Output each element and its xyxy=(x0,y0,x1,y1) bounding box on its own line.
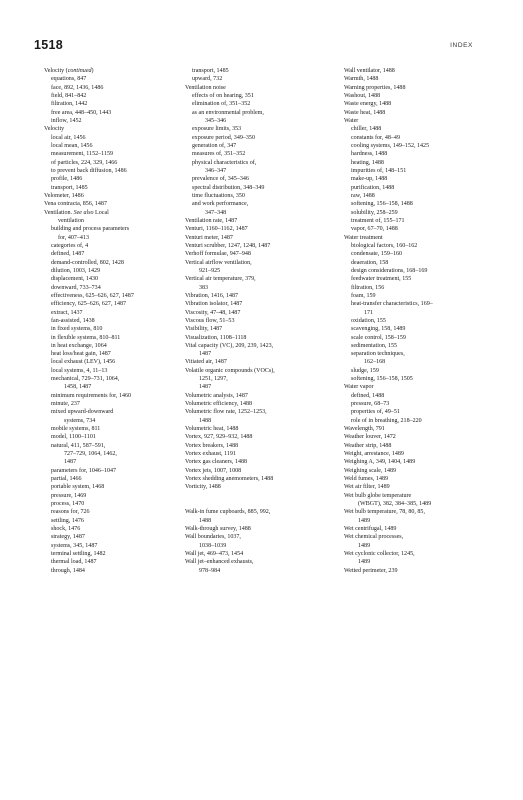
index-subentry: in flexible systems, 810–811 xyxy=(51,334,121,341)
index-subentry: cooling systems, 149–152, 1425 xyxy=(351,142,430,149)
index-subentry: condensate, 159–160 xyxy=(351,251,403,258)
index-subentry: pressure, 68–73 xyxy=(351,401,390,408)
running-head: INDEX xyxy=(450,42,473,49)
index-entry: Vibration isolator, 1487 xyxy=(185,301,243,308)
page-number: 1518 xyxy=(34,38,64,52)
index-subentry: mixed upward-downward xyxy=(51,409,114,416)
index-subentry: 727–729, 1064, 1462, xyxy=(64,451,117,458)
index-subentry: softening, 156–158, 1505 xyxy=(351,376,413,383)
index-entry: Verhoff formulae, 947–948 xyxy=(185,251,251,258)
index-subentry: effects of on hearing, 351 xyxy=(192,92,254,99)
index-entry: Vertical airflow ventilation, xyxy=(185,259,252,266)
index-entry: Walk-in fume cupboards, 885, 992, xyxy=(185,509,271,516)
index-subentry: raw, 1488 xyxy=(351,192,375,199)
index-entry xyxy=(185,500,335,508)
index-subentry: demand-controlled, 802, 1428 xyxy=(51,259,124,266)
index-subentry: elimination of, 351–352 xyxy=(192,101,251,108)
index-entry: Vibration, 1416, 1487 xyxy=(185,292,239,299)
index-subentry: 345–346 xyxy=(205,117,227,124)
index-entry: Ventilation rate, 1487 xyxy=(185,217,238,224)
index-subentry: constants for, 48–49 xyxy=(351,134,400,141)
index-subentry: measurement, 1152–1159 xyxy=(51,151,114,158)
index-subentry: upward, 732 xyxy=(192,76,223,83)
index-subentry: treatment of, 155–171 xyxy=(351,217,405,224)
index-entry: Wall jet, 469–473, 1454 xyxy=(185,551,244,558)
index-subentry: extract, 1437 xyxy=(51,309,83,316)
index-subentry: scavenging, 158, 1489 xyxy=(351,326,406,333)
index-subentry: 1488 xyxy=(199,417,212,424)
index-entry: Vortex jets, 1007, 1008 xyxy=(185,467,242,474)
index-subentry: scale control, 158–159 xyxy=(351,334,406,341)
index-entry: Vortex breakers, 1488 xyxy=(185,442,239,449)
index-subentry: 978–984 xyxy=(199,567,221,574)
index-subentry: terminal settling, 1482 xyxy=(51,551,106,558)
index-entry: Volumetric efficiency, 1488 xyxy=(185,401,253,408)
index-entry: Wall boundaries, 1037, xyxy=(185,534,241,541)
index-subentry: measures of, 351–352 xyxy=(192,151,246,158)
index-subentry: ventilation xyxy=(58,217,84,224)
index-subentry: transport, 1485 xyxy=(51,184,88,191)
index-subentry: sludge, 159 xyxy=(351,367,379,374)
index-entry: Weighing A, 349, 1404, 1489 xyxy=(344,459,416,466)
index-subentry: natural, 411, 587–591, xyxy=(51,442,106,449)
index-subentry: hardness, 1488 xyxy=(351,151,388,158)
index-entry: Viscous flow, 51–53 xyxy=(185,317,235,324)
index-entry: Vortex gas cleaners, 1488 xyxy=(185,459,248,466)
index-subentry: softening, 156–158, 1488 xyxy=(351,201,413,208)
index-entry: Weather strip, 1488 xyxy=(344,442,392,449)
index-subentry: 346–347 xyxy=(205,167,227,174)
index-entry: Velometer, 1486 xyxy=(44,192,84,199)
index-entry: Vital capacity (VC), 209, 239, 1423, xyxy=(185,342,274,349)
index-subentry: 171 xyxy=(364,309,374,316)
index-subentry: displacement, 1430 xyxy=(51,276,99,283)
index-subentry: 162–168 xyxy=(364,359,386,366)
index-entry: Velocity (continued) xyxy=(44,68,94,74)
index-column-2 xyxy=(185,67,335,575)
index-entry: Warmth, 1488 xyxy=(344,76,379,83)
index-subentry: 1487 xyxy=(199,384,212,391)
index-entry: Wet chemical processes, xyxy=(344,534,404,541)
index-subentry: partial, 1466 xyxy=(51,476,82,483)
index-subentry: model, 1100–1101 xyxy=(51,434,96,441)
index-subentry: field, 841–842 xyxy=(51,92,87,99)
index-subentry: mobile systems, 811 xyxy=(51,426,101,433)
index-subentry: local mean, 1456 xyxy=(51,142,93,149)
index-subentry: portable system, 1468 xyxy=(51,484,105,491)
index-entry: Visualization, 1108–1118 xyxy=(185,334,247,341)
index-entry: Wetted perimeter, 239 xyxy=(344,567,398,574)
index-subentry: minute, 237 xyxy=(51,401,80,408)
index-entry: Wet bulb globe temperature xyxy=(344,492,412,499)
index-subentry: downward, 733–734 xyxy=(51,284,101,291)
index-subentry: minimum requirements for, 1460 xyxy=(51,392,132,399)
index-subentry: solubility, 258–259 xyxy=(351,209,398,216)
index-subentry: sedimentation, 155 xyxy=(351,342,398,349)
index-entry: Wavelength, 791 xyxy=(344,426,385,433)
index-subentry: purification, 1488 xyxy=(351,184,395,191)
index-subentry: defined, 1487 xyxy=(51,251,85,258)
index-entry: Waste heat, 1488 xyxy=(344,109,386,116)
index-entry: Water xyxy=(344,117,359,124)
index-subentry: chiller, 1488 xyxy=(351,126,382,133)
index-subentry: 921–925 xyxy=(199,267,221,274)
index-entry: Wall ventilator, 1488 xyxy=(344,68,395,74)
index-subentry: systems, 734 xyxy=(64,417,96,424)
index-subentry: mechanical, 729–731, 1064, xyxy=(51,376,120,383)
index-entry: Ventilation noise xyxy=(185,84,226,91)
index-subentry: to prevent back diffusion, 1486 xyxy=(51,167,127,174)
index-entry: Water treatment xyxy=(344,234,383,241)
index-subentry: defined, 1488 xyxy=(351,392,385,399)
index-subentry: foam, 159 xyxy=(351,292,376,299)
index-subentry: filtration, 156 xyxy=(351,284,385,291)
index-entry: Volumetric heat, 1488 xyxy=(185,426,239,433)
index-entry xyxy=(185,492,335,500)
index-subentry: prevalence of, 345–346 xyxy=(192,176,249,183)
index-subentry: reasons for, 726 xyxy=(51,509,90,516)
index-subentry: for, 407–413 xyxy=(58,234,89,241)
index-subentry: through, 1484 xyxy=(51,567,85,574)
index-subentry: 1489 xyxy=(358,542,371,549)
index-entry: Volatile organic compounds (VOCs), xyxy=(185,367,275,374)
index-subentry: thermal load, 1487 xyxy=(51,559,97,566)
index-column-3 xyxy=(344,67,494,575)
index-subentry: 1487 xyxy=(199,351,212,358)
index-subentry: heat loss/heat gain, 1487 xyxy=(51,351,111,358)
index-subentry: 1458, 1487 xyxy=(64,384,92,391)
index-subentry: in heat exchange, 1064 xyxy=(51,342,107,349)
index-subentry: feedwater treatment, 155 xyxy=(351,276,412,283)
index-subentry: generation of, 347 xyxy=(192,142,237,149)
index-entry: Walk-through survey, 1488 xyxy=(185,526,251,533)
index-subentry: efficiency, 625–626, 627, 1487 xyxy=(51,301,127,308)
index-entry: Visibility, 1487 xyxy=(185,326,223,333)
index-subentry: 1251, 1297, xyxy=(199,376,228,383)
index-subentry: local air, 1456 xyxy=(51,134,86,141)
index-entry: Wet bulb temperature, 78, 80, 85, xyxy=(344,509,425,516)
index-subentry: spectral distribution, 348–349 xyxy=(192,184,265,191)
index-subentry: pressure, 1469 xyxy=(51,492,87,499)
index-entry: Washout, 1488 xyxy=(344,92,381,99)
index-subentry: biological factors, 160–162 xyxy=(351,242,418,249)
index-entry: Wet centrifugal, 1489 xyxy=(344,526,397,533)
index-subentry: physical characteristics of, xyxy=(192,159,257,166)
index-subentry: heat-transfer characteristics, 169– xyxy=(351,301,433,308)
index-subentry: 1489 xyxy=(358,517,371,524)
index-subentry: free area, 448–450, 1443 xyxy=(51,109,112,116)
index-subentry: shock, 1476 xyxy=(51,526,81,533)
index-subentry: filtration, 1442 xyxy=(51,101,88,108)
index-subentry: profile, 1486 xyxy=(51,176,83,183)
index-subentry: oxidation, 155 xyxy=(351,317,386,324)
index-subentry: 347–348 xyxy=(205,209,227,216)
index-subentry: settling, 1476 xyxy=(51,517,84,524)
index-subentry: 1489 xyxy=(358,559,371,566)
index-subentry: face, 892, 1436, 1486 xyxy=(51,84,104,91)
index-entry: Vitiated air, 1487 xyxy=(185,359,227,366)
index-subentry: exposure period, 349–350 xyxy=(192,134,255,141)
index-subentry: exposure limits, 353 xyxy=(192,126,242,133)
index-subentry: make-up, 1488 xyxy=(351,176,388,183)
index-subentry: time fluctuations, 350 xyxy=(192,192,245,199)
index-entry: Weighing scale, 1489 xyxy=(344,467,397,474)
index-subentry: dilution, 1003, 1429 xyxy=(51,267,101,274)
index-entry: Velocity xyxy=(44,126,65,133)
index-entry: Vortex shedding anemometers, 1488 xyxy=(185,476,274,483)
index-subentry: transport, 1485 xyxy=(192,68,229,74)
index-entry: Vorticity, 1488 xyxy=(185,484,221,491)
index-subentry: deaeration, 158 xyxy=(351,259,389,266)
index-entry: Vortex exhaust, 1191 xyxy=(185,451,236,458)
index-entry: Water vapor xyxy=(344,384,374,391)
index-entry: Vena contracta, 856, 1487 xyxy=(44,201,107,208)
index-subentry: (WBGT), 382, 384–385, 1489 xyxy=(358,501,432,508)
index-subentry: equations, 847 xyxy=(51,76,87,83)
index-subentry: fan-assisted, 1438 xyxy=(51,317,95,324)
index-subentry: in fixed systems, 810 xyxy=(51,326,103,333)
index-subentry: separation techniques, xyxy=(351,351,405,358)
index-subentry: heating, 1488 xyxy=(351,159,384,166)
index-subentry: role of in breathing, 218–220 xyxy=(351,417,422,424)
index-subentry: systems, 345, 1487 xyxy=(51,542,98,549)
index-subentry: process, 1470 xyxy=(51,501,85,508)
index-subentry: effectiveness, 625–626, 627, 1487 xyxy=(51,292,134,299)
index-subentry: 383 xyxy=(199,284,209,291)
index-subentry: local systems, 4, 11–13 xyxy=(51,367,108,374)
index-entry: Vortex, 927, 929–932, 1488 xyxy=(185,434,253,441)
index-entry: Venturi meter, 1487 xyxy=(185,234,233,241)
index-entry: Venturi scrubber, 1247, 1248, 1487 xyxy=(185,242,271,249)
index-subentry: vapor, 67–70, 1488 xyxy=(351,226,398,233)
index-subentry: 1487 xyxy=(64,459,77,466)
index-subentry: categories of, 4 xyxy=(51,242,89,249)
index-entry: Vertical air temperature, 379, xyxy=(185,276,256,283)
index-entry: Wall jet–enhanced exhausts, xyxy=(185,559,254,566)
index-subentry: local exhaust (LEV), 1456 xyxy=(51,359,116,366)
index-entry: Weld fumes, 1489 xyxy=(344,476,389,483)
index-subentry: inflow, 1452 xyxy=(51,117,82,124)
index-entry: Waste energy, 1488 xyxy=(344,101,392,108)
index-subentry: strategy, 1487 xyxy=(51,534,85,541)
index-subentry: 1488 xyxy=(199,517,212,524)
index-entry: Viscosity, 47–48, 1487 xyxy=(185,309,241,316)
index-entry: Ventilation. See also Local xyxy=(44,209,109,216)
index-subentry: building and process parameters xyxy=(51,226,130,233)
index-entry: Volumetric flow rate, 1252–1253, xyxy=(185,409,267,416)
index-entry: Wet cyclonic collector, 1245, xyxy=(344,551,415,558)
index-entry: Weight, arrestance, 1489 xyxy=(344,451,404,458)
index-subentry: 1038–1039 xyxy=(199,542,227,549)
index-subentry: of particles, 224, 329, 1466 xyxy=(51,159,118,166)
index-subentry: as an environmental problem, xyxy=(192,109,264,116)
index-subentry: properties of, 49–51 xyxy=(351,409,400,416)
index-entry: Weather louver, 1472 xyxy=(344,434,396,441)
index-subentry: design considerations, 168–169 xyxy=(351,267,428,274)
index-entry: Warning properties, 1488 xyxy=(344,84,406,91)
index-entry: Volumetric analysis, 1487 xyxy=(185,392,248,399)
index-column-1 xyxy=(44,67,194,575)
index-subentry: and work performance, xyxy=(192,201,249,208)
index-subentry: impurities of, 148–151 xyxy=(351,167,407,174)
index-subentry: parameters for, 1046–1047 xyxy=(51,467,117,474)
index-entry: Venturi, 1160–1162, 1487 xyxy=(185,226,248,233)
index-entry: Wet air filter, 1489 xyxy=(344,484,390,491)
